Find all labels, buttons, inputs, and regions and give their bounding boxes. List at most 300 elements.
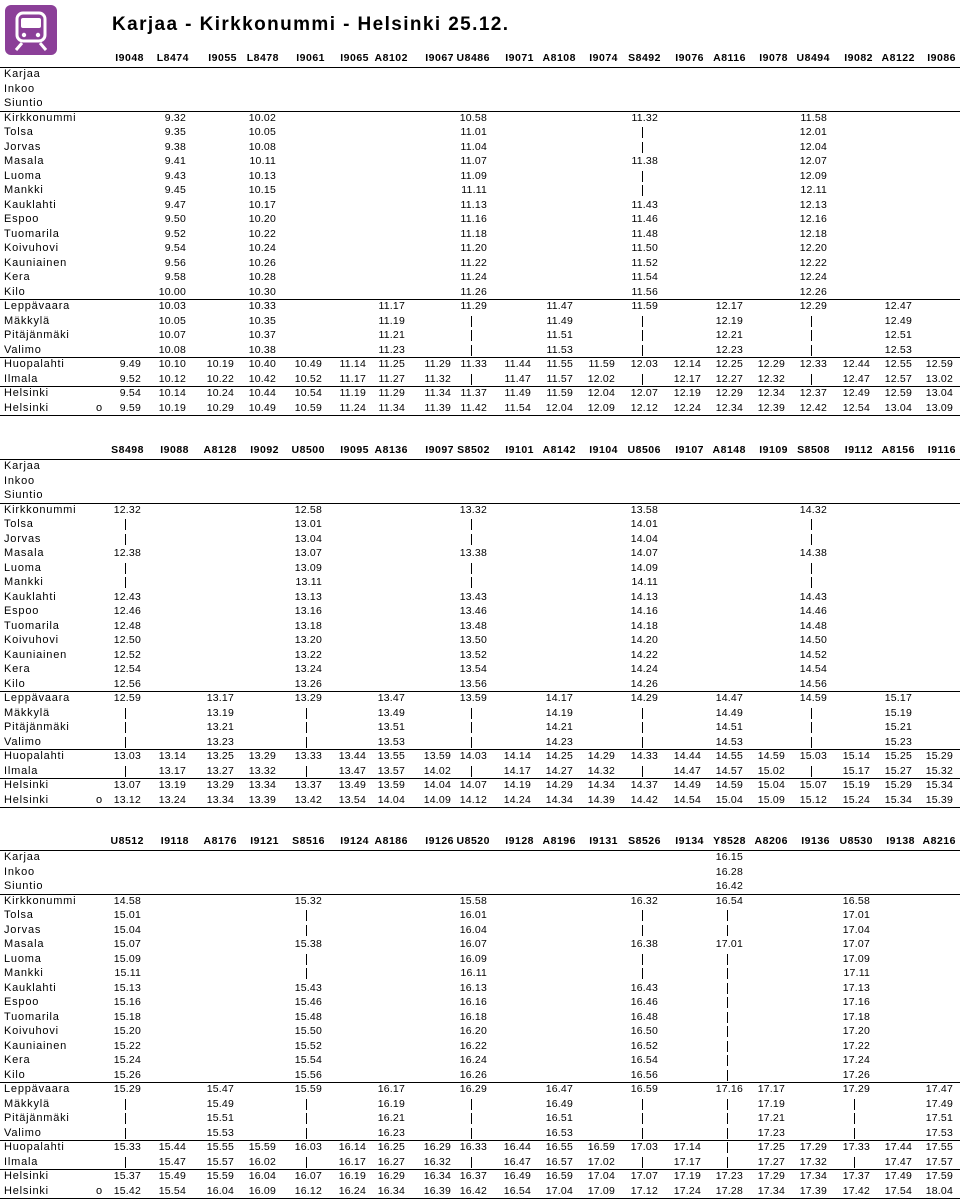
departure-time: 10.03 (158, 300, 186, 312)
departure-time: 9.54 (119, 387, 141, 399)
departure-time: 16.47 (503, 1155, 531, 1168)
station-name: Kauniainen (4, 256, 68, 269)
departure-time: 17.28 (715, 1184, 743, 1197)
pass-through-bar (306, 708, 307, 719)
pass-through-bar (727, 1128, 728, 1139)
train-code: I9092 (250, 444, 279, 456)
departure-time: 12.24 (799, 271, 827, 283)
departure-time: 11.55 (546, 358, 573, 370)
departure-time: 17.24 (842, 1054, 870, 1066)
station-name: Kauklahti (4, 590, 57, 603)
station-name: Masala (4, 547, 45, 559)
station-name: Kera (4, 663, 31, 675)
table-row (0, 707, 960, 722)
departure-time: 15.11 (114, 967, 141, 979)
pass-through-bar (125, 519, 126, 530)
table-row (0, 97, 960, 112)
departure-time: 9.59 (119, 401, 141, 414)
train-code: A8136 (374, 444, 408, 456)
departure-time: 9.56 (164, 256, 186, 269)
departure-time: 9.43 (164, 169, 186, 182)
departure-time: 11.32 (424, 372, 451, 385)
table-row (0, 68, 960, 83)
departure-time: 17.02 (587, 1155, 615, 1168)
departure-time: 10.59 (294, 401, 322, 414)
departure-time: 10.42 (248, 372, 276, 385)
table-row (0, 358, 960, 373)
departure-time: 15.03 (799, 750, 827, 762)
departure-time: 14.34 (587, 779, 615, 791)
table-row (0, 982, 960, 997)
departure-time: 11.59 (631, 300, 658, 312)
pass-through-bar (811, 577, 812, 588)
station-name: Koivuhovi (4, 242, 59, 254)
departure-time: 13.32 (459, 503, 487, 516)
station-name: Helsinki (4, 793, 49, 806)
departure-time: 14.53 (715, 735, 743, 748)
station-name: Leppävaara (4, 692, 71, 704)
pass-through-bar (306, 1128, 307, 1139)
departure-time: 15.42 (113, 1184, 141, 1197)
departure-time: 17.19 (757, 1097, 785, 1110)
departure-time: 13.26 (294, 677, 322, 690)
departure-time: 15.32 (294, 894, 322, 907)
departure-time: 17.47 (884, 1155, 912, 1168)
station-name: Tuomarila (4, 1010, 60, 1023)
departure-time: 16.18 (459, 1010, 487, 1023)
table-row (0, 938, 960, 953)
departure-time: 17.32 (799, 1155, 827, 1168)
departure-time: 14.47 (715, 692, 743, 704)
station-name: Kilo (4, 1068, 26, 1081)
departure-time: 12.42 (799, 401, 827, 414)
train-icon (5, 5, 57, 55)
departure-time: 13.22 (294, 648, 322, 661)
departure-time: 11.49 (546, 314, 573, 327)
departure-time: 11.29 (378, 387, 405, 399)
departure-time: 15.24 (113, 1054, 141, 1066)
pass-through-bar (811, 722, 812, 733)
departure-time: 14.24 (630, 663, 658, 675)
pass-through-bar (727, 968, 728, 979)
table-row (0, 315, 960, 330)
departure-time: 12.17 (673, 372, 701, 385)
departure-time: 16.15 (715, 851, 743, 863)
departure-time: 10.24 (248, 242, 276, 254)
station-name: Helsinki (4, 1170, 49, 1182)
departure-time: 14.17 (503, 764, 531, 777)
pass-through-bar (642, 910, 643, 921)
pass-through-bar (642, 1157, 643, 1168)
arrival-mark: o (96, 401, 103, 414)
departure-time: 14.20 (630, 634, 658, 646)
departure-time: 9.41 (164, 155, 186, 167)
departure-time: 16.09 (248, 1184, 276, 1197)
station-name: Kauklahti (4, 198, 57, 211)
departure-time: 16.54 (715, 894, 743, 907)
departure-time: 13.37 (294, 779, 322, 791)
train-code: I9048 (115, 52, 144, 64)
departure-time: 14.23 (545, 735, 573, 748)
table-row (0, 1011, 960, 1026)
departure-time: 11.14 (339, 358, 366, 370)
departure-time: 13.24 (158, 793, 186, 806)
train-code: A8128 (203, 444, 237, 456)
departure-time: 15.32 (925, 764, 953, 777)
departure-time: 14.59 (757, 750, 785, 762)
table-row (0, 1112, 960, 1127)
departure-time: 13.59 (459, 692, 487, 704)
arrival-mark: o (96, 793, 103, 806)
departure-time: 17.54 (884, 1184, 912, 1197)
departure-time: 16.32 (423, 1155, 451, 1168)
departure-time: 16.17 (338, 1155, 366, 1168)
departure-time: 14.42 (630, 793, 658, 806)
departure-time: 17.49 (884, 1170, 912, 1182)
train-code: I9055 (208, 52, 237, 64)
departure-time: 17.39 (799, 1184, 827, 1197)
table-row (0, 373, 960, 388)
table-row (0, 242, 960, 257)
departure-time: 14.17 (545, 692, 573, 704)
departure-time: 12.13 (799, 198, 827, 211)
departure-time: 15.47 (158, 1155, 186, 1168)
table-row (0, 83, 960, 98)
departure-time: 13.29 (206, 779, 234, 791)
train-code: I9065 (340, 52, 369, 64)
departure-time: 17.44 (884, 1141, 912, 1153)
table-row (0, 576, 960, 591)
pass-through-bar (642, 1128, 643, 1139)
pass-through-bar (642, 1113, 643, 1124)
departure-time: 11.21 (378, 329, 405, 341)
departure-time: 12.37 (799, 387, 827, 399)
table-row (0, 300, 960, 315)
departure-time: 15.54 (294, 1054, 322, 1066)
departure-time: 16.29 (377, 1170, 405, 1182)
departure-time: 12.02 (587, 372, 615, 385)
table-row (0, 475, 960, 490)
departure-time: 15.44 (158, 1141, 186, 1153)
departure-time: 15.38 (294, 938, 322, 950)
departure-time: 12.29 (715, 387, 743, 399)
table-row (0, 1098, 960, 1113)
station-name: Pitäjänmäki (4, 721, 70, 733)
departure-time: 14.49 (715, 706, 743, 719)
departure-time: 11.25 (378, 358, 405, 370)
departure-time: 14.12 (459, 793, 487, 806)
train-code: U8486 (456, 52, 490, 64)
departure-time: 16.54 (630, 1054, 658, 1066)
departure-time: 14.18 (630, 619, 658, 632)
pass-through-bar (125, 737, 126, 748)
table-row (0, 184, 960, 199)
table-row (0, 880, 960, 895)
table-row (0, 213, 960, 228)
departure-time: 16.11 (460, 967, 487, 979)
train-code: I9095 (340, 444, 369, 456)
departure-time: 12.57 (884, 372, 912, 385)
departure-time: 16.42 (715, 880, 743, 892)
station-name: Kirkkonummi (4, 111, 77, 124)
departure-time: 15.01 (113, 909, 141, 921)
departure-time: 15.12 (799, 793, 827, 806)
departure-time: 17.20 (842, 1025, 870, 1037)
train-code: A8122 (881, 52, 915, 64)
departure-time: 11.01 (460, 126, 487, 138)
departure-time: 10.13 (248, 169, 276, 182)
departure-time: 14.16 (630, 605, 658, 617)
departure-time: 17.25 (757, 1141, 785, 1153)
departure-time: 15.53 (206, 1126, 234, 1139)
station-name: Mankki (4, 967, 44, 979)
train-code: A8116 (713, 52, 746, 64)
departure-time: 14.09 (630, 561, 658, 574)
train-code: A8216 (922, 835, 956, 847)
departure-time: 11.34 (424, 387, 451, 399)
departure-time: 15.24 (842, 793, 870, 806)
departure-time: 10.14 (158, 387, 186, 399)
departure-time: 13.14 (158, 750, 186, 762)
departure-time: 13.42 (294, 793, 322, 806)
train-code: I9116 (927, 444, 956, 456)
departure-time: 16.32 (630, 894, 658, 907)
departure-time: 10.05 (158, 314, 186, 327)
train-code: U8530 (839, 835, 873, 847)
departure-time: 16.54 (503, 1184, 531, 1197)
train-code: I9138 (886, 835, 915, 847)
departure-time: 10.05 (248, 126, 276, 138)
pass-through-bar (471, 374, 472, 385)
departure-time: 17.09 (842, 952, 870, 965)
departure-time: 11.54 (631, 271, 658, 283)
departure-time: 15.50 (294, 1025, 322, 1037)
departure-time: 14.04 (377, 793, 405, 806)
station-name: Jorvas (4, 923, 42, 936)
departure-time: 13.59 (423, 750, 451, 762)
departure-time: 16.09 (459, 952, 487, 965)
train-code: I9076 (675, 52, 704, 64)
departure-time: 15.02 (757, 764, 785, 777)
departure-time: 9.49 (119, 358, 141, 370)
departure-time: 17.23 (757, 1126, 785, 1139)
departure-time: 17.55 (925, 1141, 953, 1153)
departure-time: 12.49 (884, 314, 912, 327)
station-name: Koivuhovi (4, 634, 59, 646)
departure-time: 15.34 (884, 793, 912, 806)
table-row (0, 765, 960, 780)
departure-time: 15.29 (884, 779, 912, 791)
departure-time: 12.59 (884, 387, 912, 399)
train-code: U8512 (110, 835, 144, 847)
train-code: I9078 (759, 52, 788, 64)
departure-time: 14.07 (459, 779, 487, 791)
departure-time: 10.22 (248, 227, 276, 240)
departure-time: 16.38 (630, 938, 658, 950)
departure-time: 17.23 (715, 1170, 743, 1182)
departure-time: 12.44 (842, 358, 870, 370)
departure-time: 15.20 (113, 1025, 141, 1037)
departure-time: 14.47 (673, 764, 701, 777)
pass-through-bar (125, 1099, 126, 1110)
table-row (0, 1040, 960, 1055)
train-code: S8508 (797, 444, 830, 456)
departure-time: 11.19 (378, 314, 405, 327)
departure-time: 15.22 (113, 1039, 141, 1052)
train-code: I9134 (675, 835, 704, 847)
table-row (0, 1083, 960, 1098)
pass-through-bar (642, 171, 643, 182)
departure-time: 9.52 (119, 372, 141, 385)
departure-time: 13.29 (248, 750, 276, 762)
departure-time: 17.19 (673, 1170, 701, 1182)
pass-through-bar (727, 1142, 728, 1153)
departure-time: 17.34 (757, 1184, 785, 1197)
pass-through-bar (727, 1113, 728, 1124)
pass-through-bar (642, 142, 643, 153)
departure-time: 13.21 (206, 721, 234, 733)
train-code: U8500 (291, 444, 325, 456)
departure-time: 15.54 (158, 1184, 186, 1197)
pass-through-bar (642, 766, 643, 777)
station-name: Karjaa (4, 460, 41, 472)
departure-time: 16.01 (459, 909, 487, 921)
table-row (0, 126, 960, 141)
table-row (0, 1127, 960, 1142)
departure-time: 13.27 (206, 764, 234, 777)
departure-time: 11.54 (504, 401, 531, 414)
train-code: I9112 (844, 444, 873, 456)
departure-time: 15.13 (113, 981, 141, 994)
departure-time: 12.38 (113, 547, 141, 559)
departure-time: 10.35 (248, 314, 276, 327)
table-row (0, 504, 960, 519)
departure-time: 16.47 (545, 1083, 573, 1095)
departure-time: 13.51 (377, 721, 405, 733)
table-row (0, 257, 960, 272)
departure-time: 16.49 (545, 1097, 573, 1110)
pass-through-bar (125, 766, 126, 777)
departure-time: 13.43 (459, 590, 487, 603)
departure-time: 11.33 (460, 358, 487, 370)
departure-time: 15.37 (113, 1170, 141, 1182)
train-code: U8506 (627, 444, 661, 456)
pass-through-bar (642, 737, 643, 748)
departure-time: 12.25 (715, 358, 743, 370)
train-code: A8176 (203, 835, 237, 847)
pass-through-bar (642, 954, 643, 965)
pass-through-bar (471, 1113, 472, 1124)
departure-time: 17.57 (925, 1155, 953, 1168)
pass-through-bar (306, 737, 307, 748)
train-code: A8148 (712, 444, 746, 456)
train-code: A8156 (881, 444, 915, 456)
train-code: A8102 (374, 52, 408, 64)
pass-through-bar (811, 330, 812, 341)
pass-through-bar (306, 910, 307, 921)
station-name: Tolsa (4, 126, 34, 138)
departure-time: 15.59 (206, 1170, 234, 1182)
pass-through-bar (125, 563, 126, 574)
departure-time: 16.52 (630, 1039, 658, 1052)
departure-time: 15.58 (459, 894, 487, 907)
table-row (0, 518, 960, 533)
departure-time: 10.37 (248, 329, 276, 341)
departure-time: 12.39 (757, 401, 785, 414)
departure-time: 17.26 (842, 1068, 870, 1081)
departure-time: 16.56 (630, 1068, 658, 1081)
pass-through-bar (727, 997, 728, 1008)
table-row (0, 170, 960, 185)
departure-time: 15.57 (206, 1155, 234, 1168)
departure-time: 15.46 (294, 996, 322, 1008)
departure-time: 14.58 (113, 894, 141, 907)
departure-time: 16.04 (459, 923, 487, 936)
departure-time: 17.29 (757, 1170, 785, 1182)
table-row (0, 779, 960, 794)
pass-through-bar (471, 1099, 472, 1110)
departure-time: 12.46 (113, 605, 141, 617)
pass-through-bar (811, 519, 812, 530)
departure-time: 10.58 (459, 111, 487, 124)
station-name: Siuntio (4, 97, 44, 109)
departure-time: 15.48 (294, 1010, 322, 1023)
departure-time: 16.37 (459, 1170, 487, 1182)
station-name: Siuntio (4, 489, 44, 501)
station-name: Mäkkylä (4, 314, 50, 327)
train-code: I9061 (296, 52, 325, 64)
departure-time: 16.29 (459, 1083, 487, 1095)
departure-time: 17.21 (757, 1112, 785, 1124)
train-code: I9124 (340, 835, 369, 847)
pass-through-bar (854, 1099, 855, 1110)
station-name: Siuntio (4, 880, 44, 892)
departure-time: 12.29 (799, 300, 827, 312)
departure-time: 14.13 (630, 590, 658, 603)
departure-time: 13.59 (377, 779, 405, 791)
departure-time: 10.00 (158, 285, 186, 298)
pass-through-bar (125, 577, 126, 588)
departure-time: 16.19 (338, 1170, 366, 1182)
departure-time: 17.07 (842, 938, 870, 950)
pass-through-bar (642, 316, 643, 327)
departure-time: 15.17 (884, 692, 912, 704)
table-row (0, 489, 960, 504)
departure-time: 12.48 (113, 619, 141, 632)
station-name: Jorvas (4, 140, 42, 153)
station-name: Helsinki (4, 401, 49, 414)
departure-time: 15.39 (925, 793, 953, 806)
departure-time: 15.29 (925, 750, 953, 762)
departure-time: 11.51 (546, 329, 573, 341)
departure-time: 16.34 (423, 1170, 451, 1182)
table-row (0, 344, 960, 359)
pass-through-bar (471, 708, 472, 719)
departure-time: 16.46 (630, 996, 658, 1008)
departure-time: 17.03 (630, 1141, 658, 1153)
pass-through-bar (642, 968, 643, 979)
departure-time: 14.44 (673, 750, 701, 762)
table-row (0, 155, 960, 170)
departure-time: 14.48 (799, 619, 827, 632)
departure-time: 16.16 (459, 996, 487, 1008)
station-name: Helsinki (4, 779, 49, 791)
departure-time: 14.32 (587, 764, 615, 777)
train-code: I9107 (675, 444, 704, 456)
departure-time: 12.18 (799, 227, 827, 240)
station-name: Luoma (4, 169, 42, 182)
departure-time: 11.47 (546, 300, 573, 312)
